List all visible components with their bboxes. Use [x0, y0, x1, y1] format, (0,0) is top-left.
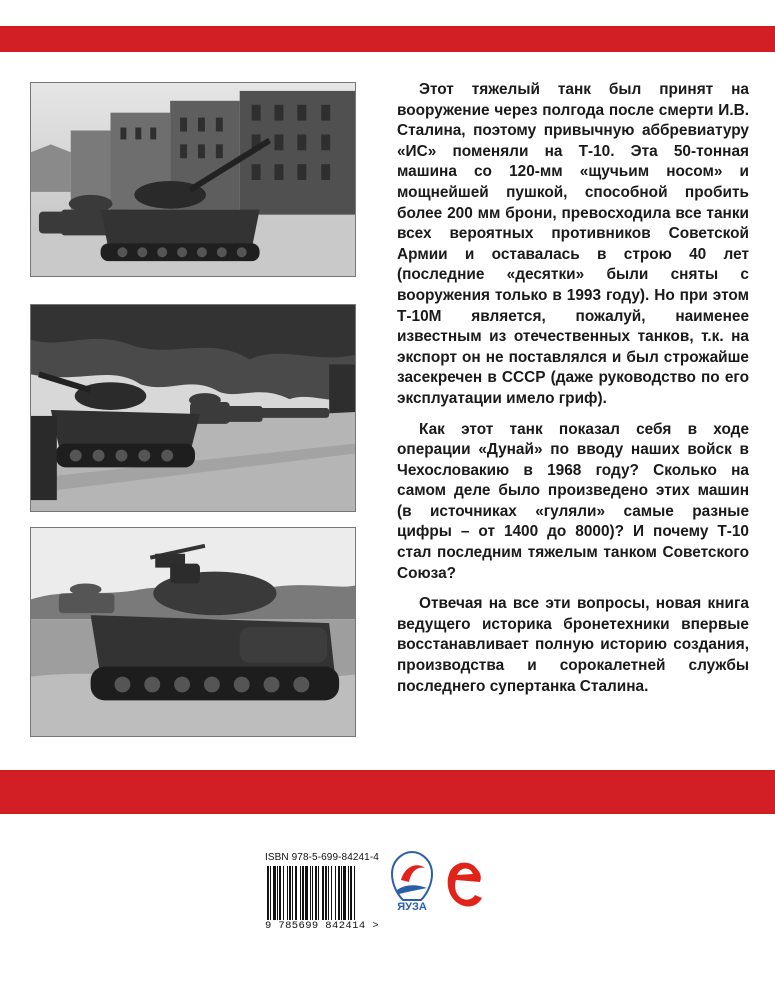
barcode-bar: [283, 866, 284, 920]
barcode-bar: [325, 866, 327, 920]
description-paragraph-1: Этот тяжелый танк был принят на вооружение через полгода после смерти И.В. Сталина, поэтому привычную аббревиатуру «ИС» поменяли на Т-10. Эта 50-тонная машина со 120-мм «щучьим носом» и мощнейшей пушкой, способной пробить более 200 мм брони, превосходила все танки всех вероятных противников Советской Армии и оставалась в строю 40 лет (последние «десятки» были сняты с вооружения только в 1993 году). Но при этом Т-10М является, пожалуй, наименее известным из отечественных танков, т.к. на экспорт он не поставлялся и был строжайше засекречен в СССР (даже руководство по его эксплуатации имело гриф).: [397, 81, 749, 407]
barcode-bar: [270, 866, 271, 920]
barcode-digits: 9 785699 842414 >: [265, 920, 379, 932]
barcode-bar: [335, 866, 336, 920]
description-text: [397, 80, 749, 707]
description-paragraph-2: Как этот танк показал себя в ходе операции «Дунай» по вводу наших войск в Чехословакию в 1968 году? Сколько на самом деле было произведено этих машин (в источниках «гуляли» самые разные цифры – от 1400 до 8000)? И почему Т-10 стал последним тяжелым танком Советского Союза?: [397, 420, 749, 582]
isbn-label: ISBN 978-5-699-84241-4: [265, 852, 379, 863]
barcode-bar: [277, 866, 278, 920]
barcode-bar: [300, 866, 301, 920]
photo-tank-field: [30, 527, 356, 737]
barcode-bar: [302, 866, 304, 920]
description-paragraph-3: Отвечая на все эти вопросы, новая книга ведущего историка бронетехники впервые восстанавливает полную историю создания, производства и сорокалетней службы последнего супертанка Сталина.: [397, 595, 749, 695]
barcode-bar: [354, 866, 355, 920]
barcode-bar: [305, 866, 308, 920]
barcode-bar: [273, 866, 276, 920]
barcode-icon: [265, 866, 385, 920]
barcode-bar: [315, 866, 317, 920]
barcode-bar: [312, 866, 313, 920]
barcode-bar: [338, 866, 340, 920]
barcode-bar: [310, 866, 311, 920]
barcode-bar: [343, 866, 346, 920]
barcode-bar: [287, 866, 288, 920]
barcode-bar: [318, 866, 319, 920]
barcode-bar: [348, 866, 349, 920]
yauza-publisher-logo: [387, 850, 437, 912]
top-red-band: [0, 26, 775, 52]
barcode-bar: [341, 866, 342, 920]
barcode-bar: [322, 866, 324, 920]
barcode-bar: [292, 866, 293, 920]
isbn-barcode-block: [265, 852, 385, 932]
photo-tanks-city-street: [30, 82, 356, 277]
barcode-bar: [350, 866, 352, 920]
barcode-bar: [295, 866, 297, 920]
barcode-bar: [279, 866, 281, 920]
barcode-bar: [289, 866, 291, 920]
yauza-logo-text: ЯУЗА: [397, 901, 427, 912]
barcode-bar: [267, 866, 269, 920]
eksmo-e-logo-icon: [444, 858, 484, 910]
barcode-bar: [328, 866, 329, 920]
photo-tanks-column-road: [30, 304, 356, 512]
bottom-red-band: [0, 770, 775, 814]
barcode-bar: [331, 866, 332, 920]
